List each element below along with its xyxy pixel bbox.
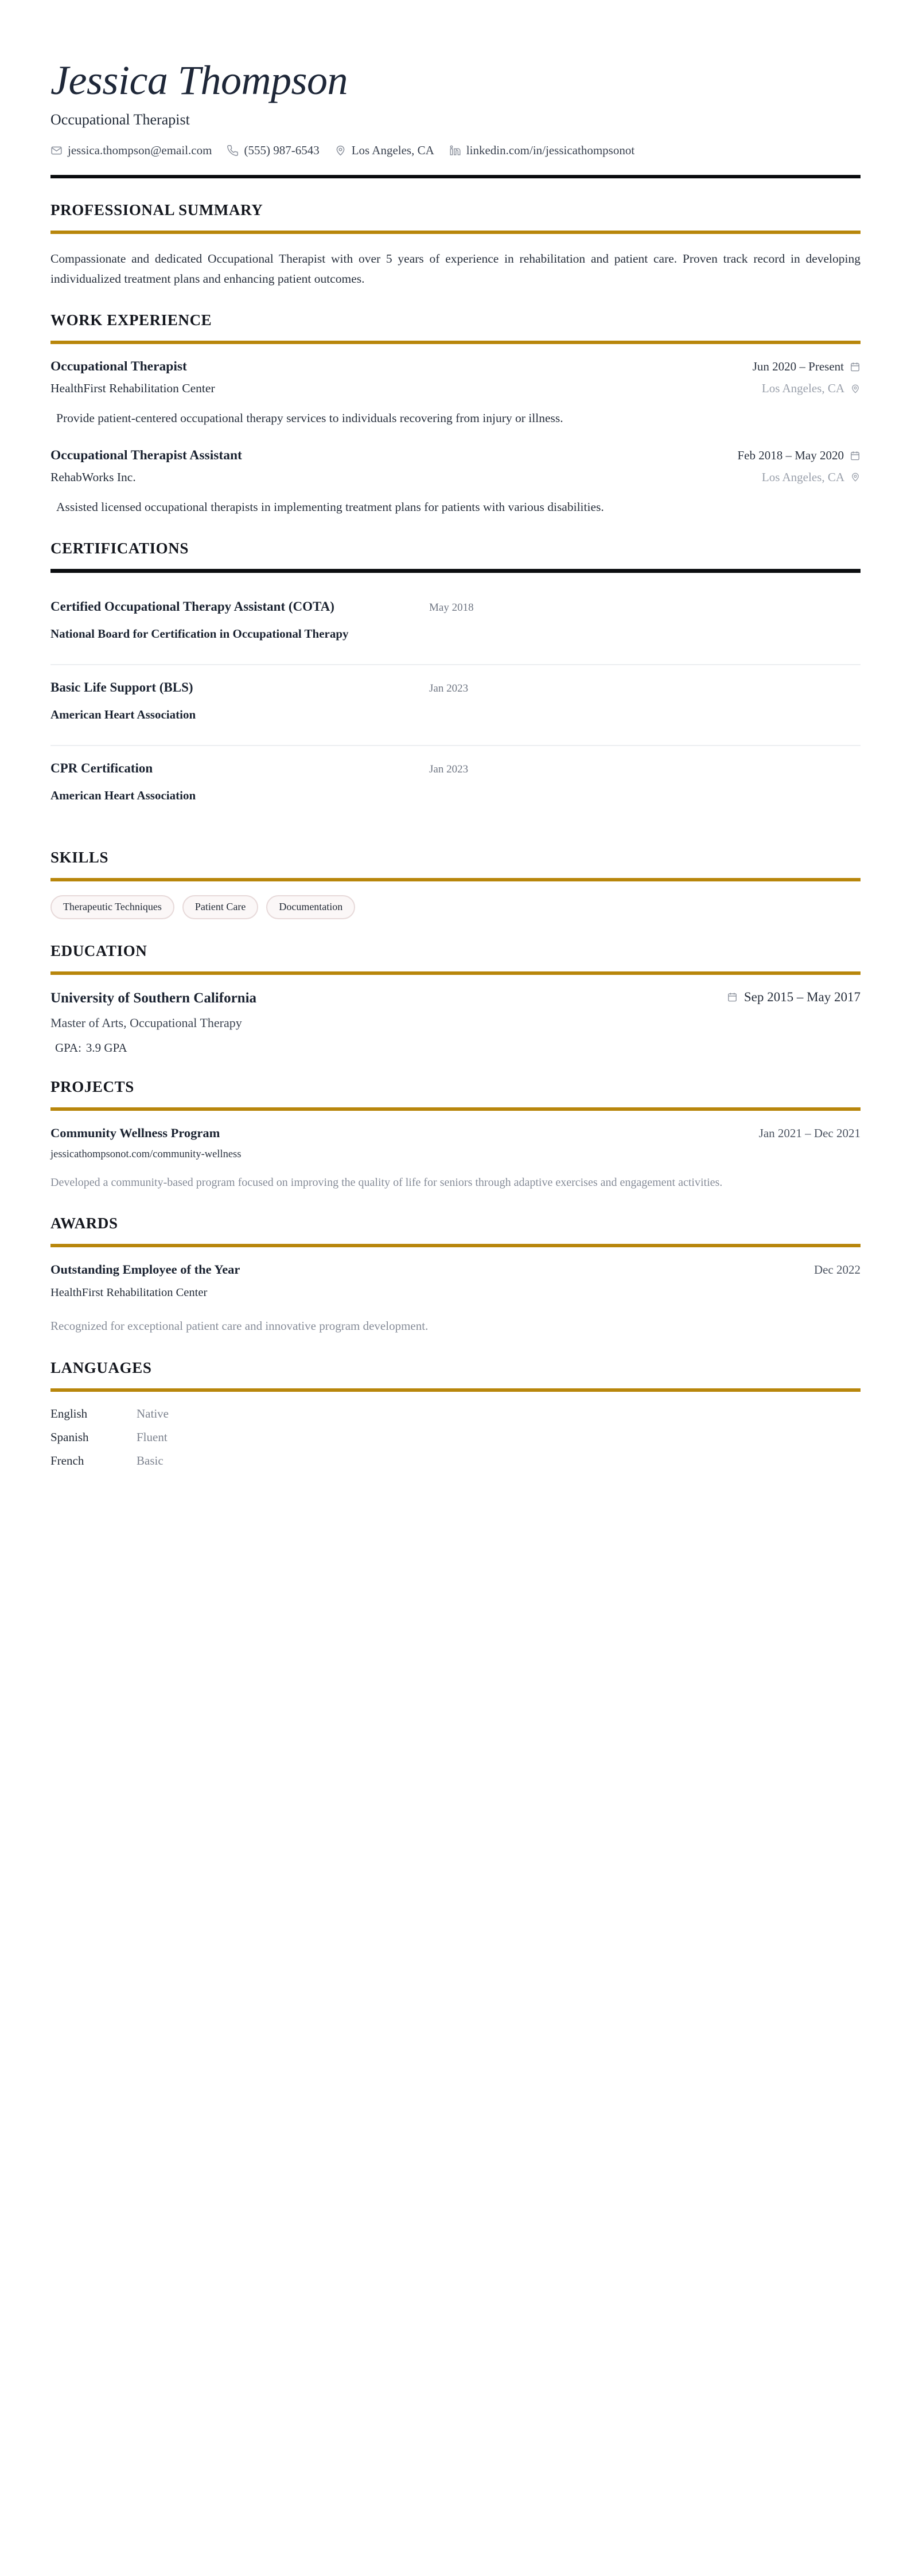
contact-row [50,143,861,158]
skill-pill: Documentation [266,895,355,919]
section-divider-gold [50,971,861,975]
experience-dates [738,448,861,463]
section-title-experience: WORK EXPERIENCE [50,311,212,329]
certification-organization: American Heart Association [50,789,196,803]
section-title-certifications: CERTIFICATIONS [50,540,189,557]
contact-email[interactable] [50,143,212,158]
calendar-icon [727,992,738,1002]
section-languages [50,1359,861,1468]
award-entry [50,1262,861,1336]
experience-dates [753,360,861,374]
language-name: English [50,1407,88,1421]
calendar-icon [850,361,861,372]
experience-description: Provide patient-centered occupational therapy services to individuals recovering from injury or illness. [56,411,563,426]
experience-company: RehabWorks Inc. [50,470,136,484]
language-level: Basic [137,1454,163,1468]
candidate-job-title: Occupational Therapist [50,111,190,128]
section-divider-gold [50,878,861,881]
skills-list [50,895,861,919]
section-title-projects: PROJECTS [50,1078,134,1096]
project-url[interactable]: jessicathompsonot.com/community-wellness [50,1149,242,1161]
education-degree: Master of Arts, Occupational Therapy [50,1016,242,1031]
experience-title: Occupational Therapist Assistant [50,447,242,463]
header-divider [50,175,861,178]
candidate-name: Jessica Thompson [50,57,348,103]
section-divider-gold [50,1107,861,1111]
language-level: Native [137,1407,169,1421]
education-dates [727,990,861,1005]
education-gpa-value: 3.9 GPA [85,1041,127,1055]
section-title-education: EDUCATION [50,942,147,959]
section-title-skills: SKILLS [50,849,109,867]
award-organization: HealthFirst Rehabilitation Center [50,1286,208,1299]
certification-item [50,745,861,826]
location-pin-icon [850,384,861,394]
award-title: Outstanding Employee of the Year [50,1262,240,1277]
resume-header [50,46,861,178]
experience-entry [50,448,861,517]
certification-organization: American Heart Association [50,708,196,722]
experience-location [762,381,861,396]
language-level: Fluent [137,1430,168,1445]
section-projects [50,1078,861,1192]
experience-entry [50,359,861,428]
section-title-awards: AWARDS [50,1215,118,1232]
section-professional-summary [50,201,861,289]
contact-location [334,143,434,158]
section-work-experience [50,311,861,517]
language-name: French [50,1454,84,1468]
section-divider-gold [50,231,861,234]
section-awards [50,1215,861,1336]
summary-text: Compassionate and dedicated Occupational Therapist with over 5 years of experience in rehabilitation and patient care. Proven track record in developing individualized treatment plans and enhancing patient outcomes. [50,251,861,286]
experience-company: HealthFirst Rehabilitation Center [50,381,215,396]
certification-name: Basic Life Support (BLS) [50,680,193,695]
contact-phone[interactable] [227,143,319,158]
envelope-icon [50,145,63,157]
certification-item [50,584,861,664]
certification-organization: National Board for Certification in Occupational Therapy [50,627,349,641]
section-divider-dark [50,569,861,573]
contact-email-text: jessica.thompson@email.com [68,143,212,157]
section-certifications [50,540,861,826]
experience-title: Occupational Therapist [50,359,187,374]
certification-item [50,664,861,745]
skill-pill: Patient Care [182,895,258,919]
location-pin-icon [334,145,347,157]
experience-location [762,470,861,485]
education-gpa [50,1041,861,1055]
experience-location-text: Los Angeles, CA [761,470,844,484]
skill-pill: Therapeutic Techniques [50,895,174,919]
language-row [50,1407,861,1421]
project-dates: Jan 2021 – Dec 2021 [758,1126,861,1141]
section-divider-gold [50,1388,861,1392]
experience-dates-text: Jun 2020 – Present [752,360,844,374]
project-entry [50,1126,861,1192]
phone-icon [227,145,239,157]
languages-list [50,1407,861,1468]
section-divider-gold [50,1244,861,1247]
experience-location-text: Los Angeles, CA [761,381,844,396]
award-date: Dec 2022 [813,1263,861,1277]
contact-linkedin-text: linkedin.com/in/jessicathompsonot [466,143,635,157]
location-pin-icon [850,472,861,482]
section-title-summary: PROFESSIONAL SUMMARY [50,201,263,218]
linkedin-icon [449,145,461,157]
education-gpa-label: GPA: [55,1041,81,1055]
section-title-languages: LANGUAGES [50,1359,152,1377]
education-entry [50,990,861,1056]
experience-dates-text: Feb 2018 – May 2020 [737,448,844,462]
contact-linkedin[interactable] [449,143,634,158]
award-description: Recognized for exceptional patient care and innovative program development. [50,1319,429,1333]
certification-date: Jan 2023 [429,682,469,695]
certification-date: Jan 2023 [429,763,469,776]
page-bottom-spacer [50,1468,861,2007]
section-divider-gold [50,341,861,344]
project-description: Developed a community-based program focused on improving the quality of life for seniors through adaptive exercises and engagement activities. [50,1176,723,1189]
contact-phone-text: (555) 987-6543 [244,143,320,157]
certification-name: CPR Certification [50,761,153,776]
education-dates-text: Sep 2015 – May 2017 [743,989,861,1004]
section-skills [50,849,861,919]
calendar-icon [850,450,861,461]
education-school: University of Southern California [50,990,257,1006]
certification-name: Certified Occupational Therapy Assistant (COTA) [50,599,334,614]
language-row [50,1430,861,1445]
language-name: Spanish [50,1430,89,1445]
certification-date: May 2018 [429,602,474,614]
section-education [50,942,861,1056]
language-row [50,1454,861,1468]
contact-location-text: Los Angeles, CA [351,143,434,157]
experience-description: Assisted licensed occupational therapists in implementing treatment plans for patients with various disabilities. [56,499,604,514]
project-name: Community Wellness Program [50,1126,220,1141]
